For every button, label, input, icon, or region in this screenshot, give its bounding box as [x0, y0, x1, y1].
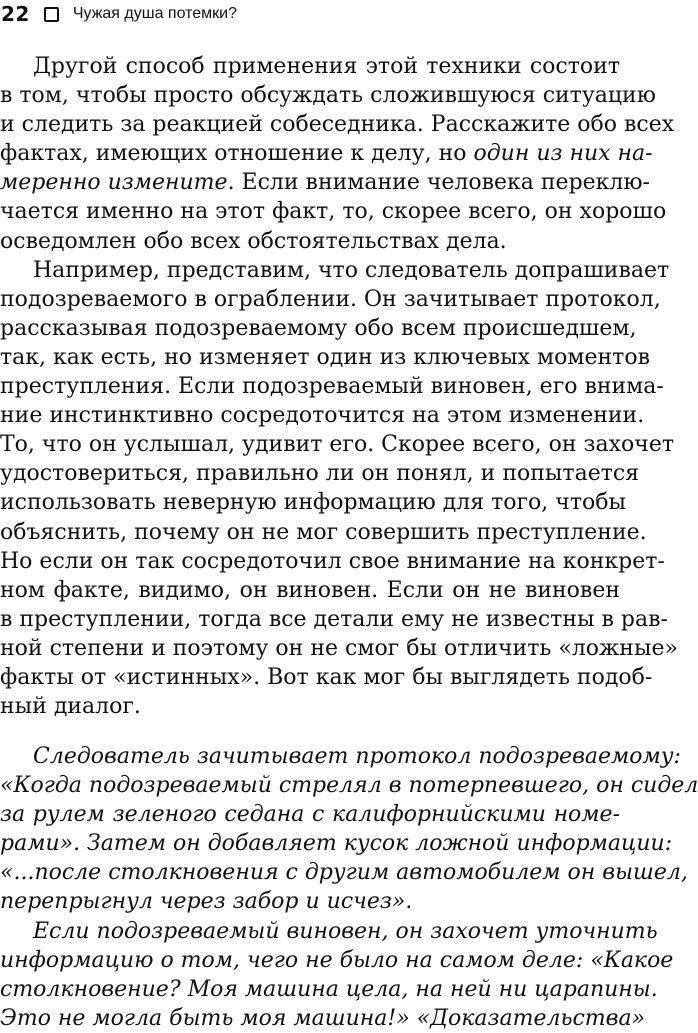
text-line: рами». Затем он добавляет кусок ложной информации: [0, 831, 673, 857]
text-line: удостовериться, правильно ли он понял, и попытается [0, 461, 640, 487]
text-line: осведомлен обо всех обстоятельствах дела. [0, 228, 507, 254]
text-run: фактах, имеющих отношение к делу, но [0, 141, 474, 167]
text-line [0, 139, 653, 168]
text-line: так, как есть, но изменяет один из ключевых моментов [0, 344, 650, 370]
text-line: То, что он услышал, удивит его. Скорее всего, он захочет [0, 432, 675, 458]
text-line: в преступлении, тогда все детали ему не известны в рав- [0, 606, 668, 632]
text-line: использовать неверную информацию для того, чтобы [0, 490, 627, 516]
text-line: ный диалог. [0, 694, 141, 720]
text-line: чается именно на этот факт, то, скорее всего, он хорошо [0, 199, 667, 225]
paragraph-2 [0, 256, 678, 722]
text-line [0, 168, 650, 197]
text-line: перепрыгнул через забор и исчез». [0, 889, 413, 915]
text-line: рассказывая подозреваемому обо всем происшедшем, [0, 315, 637, 341]
text-line: ном факте, видимо, он виновен. Если он не виновен [0, 577, 620, 603]
text-line: за рулем зеленого седана с калифорнийскими номе- [0, 802, 620, 828]
text-line: подозреваемого в ограблении. Он зачитывает протокол, [0, 286, 661, 312]
text-line: Но если он так сосредоточил свое внимание на конкрет- [0, 548, 665, 574]
running-title: Чужая душа потемки? [72, 5, 238, 22]
text-line: объяснить, почему он не мог совершить преступление. [0, 519, 647, 545]
text-line: информацию о том, чего не было на самом деле: «Какое [0, 947, 674, 973]
text-line: «...после столкновения с другим автомобилем он вышел, [0, 860, 688, 886]
text-run: . Если внимание человека переклю- [227, 170, 650, 196]
text-line: Например, представим, что следователь допрашивает [33, 257, 670, 283]
italic-paragraph-1 [0, 742, 698, 917]
text-line: «Когда подозреваемый стрелял в потерпевшего, он сидел [0, 773, 698, 799]
text-line: Следователь зачитывает протокол подозреваемому: [33, 744, 681, 769]
page-number: 22 [1, 2, 30, 26]
text-line: Это не могла быть моя машина!» «Доказательства» [0, 1005, 646, 1031]
text-line: ние инстинктивно сосредоточится на этом изменении. [0, 403, 645, 429]
body-text [0, 52, 678, 721]
square-bullet-icon [44, 7, 59, 22]
text-line: факты от «истинных». Вот как мог бы выглядеть подоб- [0, 664, 653, 690]
dialog-example [0, 742, 698, 1033]
emphasis-text: меренно измените [0, 170, 228, 196]
text-line: преступления. Если подозреваемый виновен, его внима- [0, 374, 664, 400]
text-line: Другой способ применения этой техники состоит [33, 54, 620, 79]
emphasis-text: один из них на- [473, 141, 653, 167]
text-line: в том, чтобы просто обсуждать сложившуюся ситуацию [0, 83, 656, 109]
text-line: ной степени и поэтому он не смог бы отличить «ложные» [0, 635, 678, 661]
text-line: столкновение? Моя машина цела, на ней ни царапины. [0, 976, 658, 1002]
paragraph-1 [0, 52, 675, 256]
page-header [0, 0, 620, 28]
italic-paragraph-2 [0, 917, 674, 1033]
text-line: Если подозреваемый виновен, он захочет уточнить [33, 918, 658, 944]
text-line: и следить за реакцией собеседника. Расскажите обо всех [0, 112, 675, 138]
